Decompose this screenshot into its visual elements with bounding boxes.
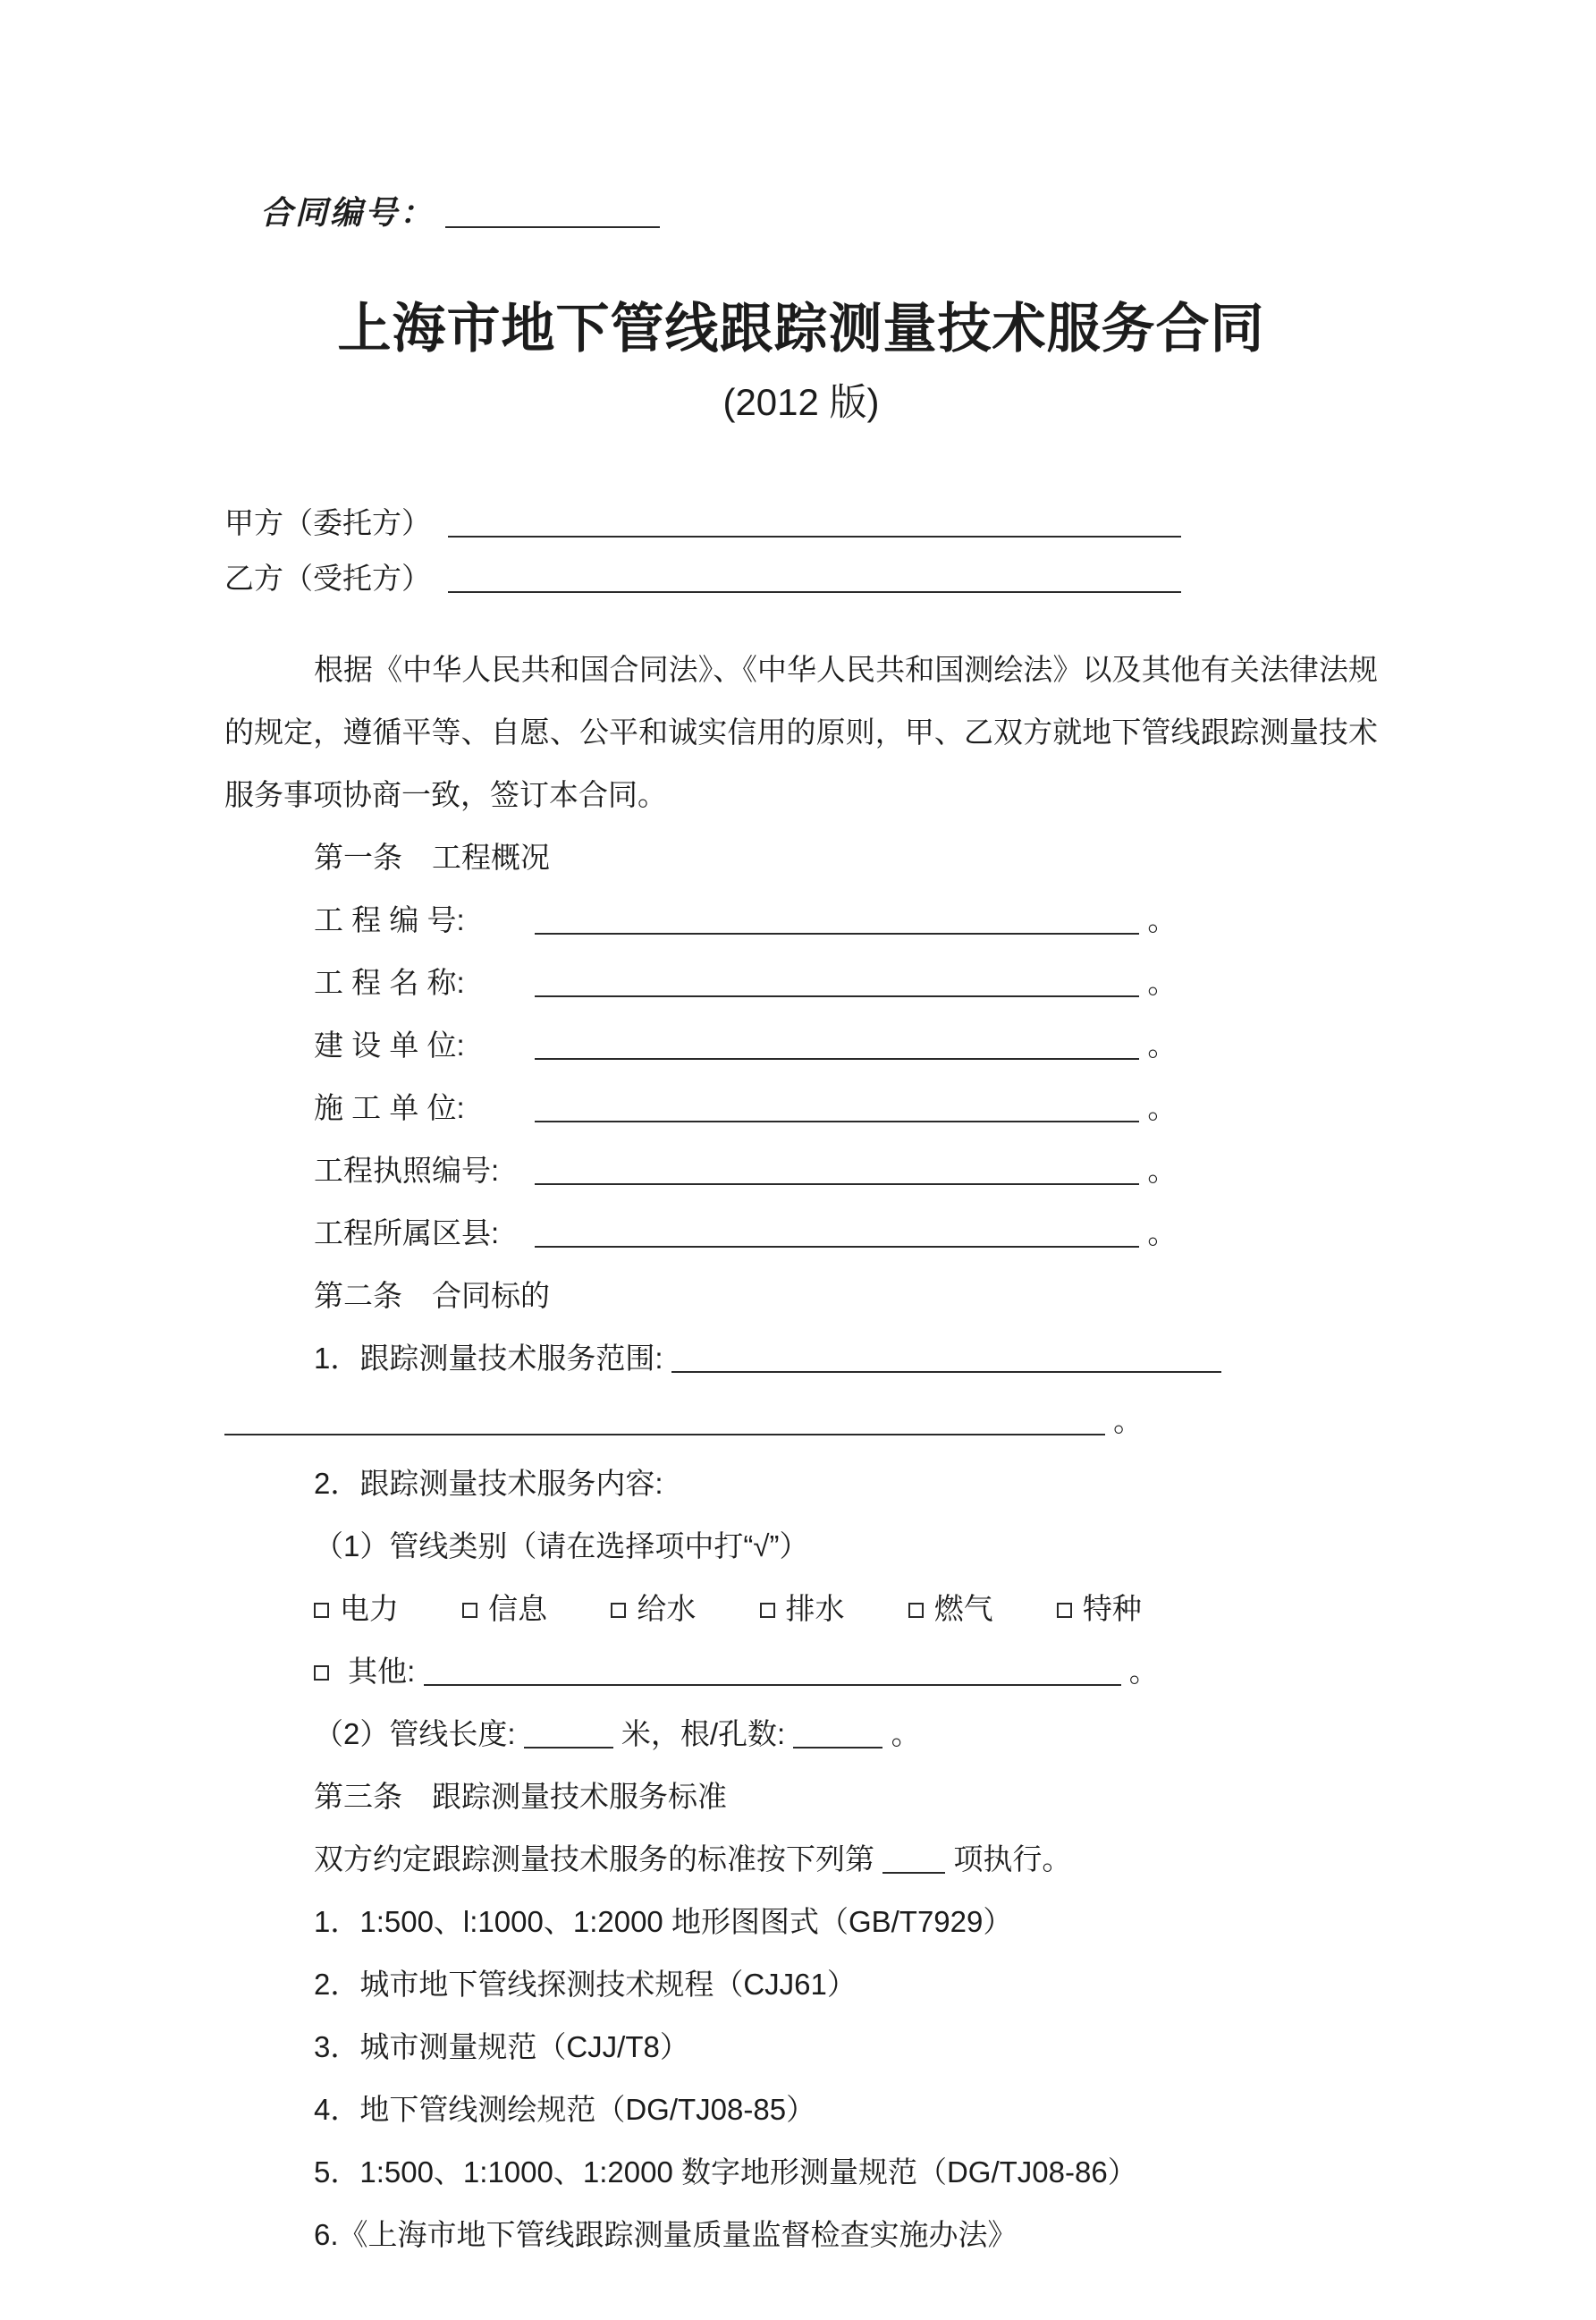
pipeline-option-label: 信息 [488,1592,548,1625]
document-subtitle: (2012 版) [722,381,880,423]
field-row-project-name [224,952,1378,1014]
pipeline-option-label: 特种 [1082,1592,1142,1625]
field-label: 工程执照编号: [314,1154,500,1187]
field-row-license-number [224,1139,1378,1202]
period: 。 [1147,1029,1178,1062]
standard-item-6: 6.《上海市地下管线跟踪测量质量监督检查实施办法》 [314,2218,1018,2251]
checkbox-icon[interactable] [760,1603,775,1618]
pipeline-option-label: 燃气 [933,1592,993,1625]
standard-item-4: 4．地下管线测绘规范（DG/TJ08-85） [314,2093,816,2126]
service-scope-blank-1[interactable] [671,1371,1221,1373]
project-number-blank[interactable] [535,933,1139,935]
period: 。 [891,1717,921,1750]
contract-number-label: 合同编号： [260,195,435,231]
field-label: 工 程 名 称: [314,966,465,999]
other-option-line [224,1640,1378,1703]
checkbox-icon[interactable] [314,1603,329,1618]
document-title: 上海市地下管线跟踪测量技术服务合同 [337,299,1265,359]
construction-owner-blank[interactable] [535,1058,1139,1060]
checkbox-icon[interactable] [314,1665,329,1681]
field-label: 施 工 单 位: [314,1091,465,1124]
party-b-blank[interactable] [448,591,1181,593]
period: 。 [1147,1091,1178,1124]
pipeline-option-label: 电力 [340,1592,399,1625]
party-b-line [224,551,1378,606]
period: 。 [1113,1404,1144,1437]
standard-selection-suffix: 项执行。 [953,1842,1072,1875]
project-name-blank[interactable] [535,995,1139,997]
pipeline-option-gas[interactable] [908,1592,993,1625]
field-row-construction-unit [224,1077,1378,1139]
field-row-project-number [224,889,1378,952]
standard-selection-prefix: 双方约定跟踪测量技术服务的标准按下列第 [314,1842,874,1875]
pipeline-category-line: （1）管线类别（请在选择项中打“√”） [314,1529,809,1562]
period: 。 [1147,903,1178,936]
pipeline-option-water-supply[interactable] [611,1592,696,1625]
holes-count-blank[interactable] [793,1747,882,1748]
pipeline-length-line [224,1703,1378,1765]
pipeline-option-label: 给水 [637,1592,697,1625]
field-row-district [224,1202,1378,1265]
article3-heading: 第三条 跟踪测量技术服务标准 [314,1780,727,1813]
pipeline-option-information[interactable] [462,1592,547,1625]
period: 。 [1147,966,1178,999]
party-b-label: 乙方（受托方） [224,562,431,595]
pipeline-option-label: 排水 [785,1592,845,1625]
field-label: 建 设 单 位: [314,1029,465,1062]
district-blank[interactable] [535,1246,1139,1248]
service-scope-continuation [224,1390,1378,1452]
service-scope-label: 1．跟踪测量技术服务范围: [314,1342,663,1375]
period: 。 [1147,1216,1178,1249]
other-option-blank[interactable] [424,1684,1121,1686]
parties-block [224,495,1378,606]
pipeline-length-blank[interactable] [524,1747,613,1748]
standard-item-1: 1．1:500、l:1000、1:2000 地形图图式（GB/T7929） [314,1905,1013,1938]
standard-item-3: 3．城市测量规范（CJJ/T8） [314,2030,689,2063]
party-a-line [224,495,1378,551]
pipeline-length-label: （2）管线长度: [314,1717,516,1750]
other-option-label: 其他: [348,1655,416,1688]
service-content-line: 2．跟踪测量技术服务内容: [314,1467,663,1500]
intro-paragraph: 根据《中华人民共和国合同法》、《中华人民共和国测绘法》以及其他有关法律法规的规定，遵循平等、自愿、公平和诚实信用的原则，甲、乙双方就地下管线跟踪测量技术服务事项协商一致，签订本合同。 [224,653,1378,811]
field-label: 工 程 编 号: [314,903,465,936]
article2-heading: 第二条 合同标的 [314,1279,550,1312]
checkbox-icon[interactable] [611,1603,626,1618]
standard-item-5: 5．1:500、1:1000、1:2000 数字地形测量规范（DG/TJ08-86） [314,2155,1137,2189]
period: 。 [1147,1154,1178,1187]
party-a-label: 甲方（委托方） [224,506,431,539]
field-row-construction-owner [224,1014,1378,1077]
period: 。 [1128,1655,1159,1688]
checkbox-icon[interactable] [462,1603,477,1618]
construction-unit-blank[interactable] [535,1121,1139,1122]
pipeline-option-drainage[interactable] [760,1592,845,1625]
article1-heading: 第一条 工程概况 [314,841,550,874]
license-number-blank[interactable] [535,1183,1139,1185]
field-label: 工程所属区县: [314,1216,500,1249]
standard-selection-line [224,1828,1378,1891]
standard-selection-blank[interactable] [882,1872,945,1874]
service-scope-line [224,1327,1378,1390]
holes-count-label: 米，根/孔数: [621,1717,786,1750]
pipeline-option-electric[interactable] [314,1592,399,1625]
contract-number-line [260,190,1378,236]
pipeline-option-special[interactable] [1057,1592,1142,1625]
standard-item-2: 2．城市地下管线探测技术规程（CJJ61） [314,1968,857,2001]
pipeline-options-row [224,1578,1378,1640]
contract-number-blank[interactable] [445,226,660,228]
party-a-blank[interactable] [448,536,1181,538]
checkbox-icon[interactable] [908,1603,924,1618]
checkbox-icon[interactable] [1057,1603,1072,1618]
service-scope-blank-2[interactable] [224,1434,1105,1435]
